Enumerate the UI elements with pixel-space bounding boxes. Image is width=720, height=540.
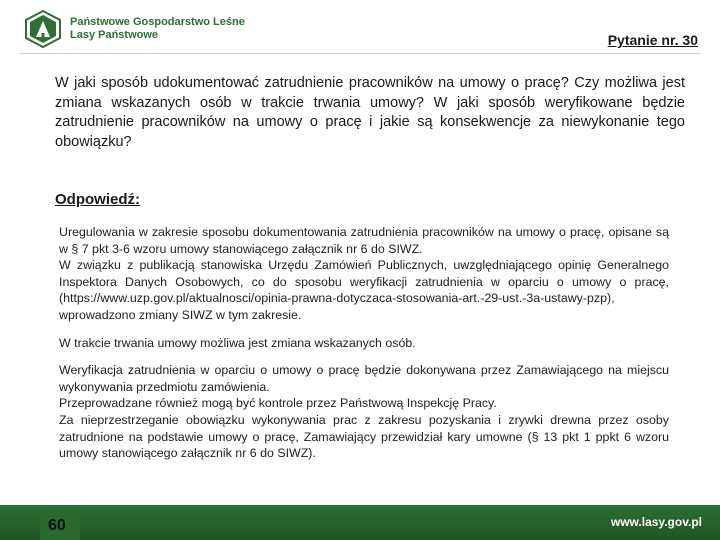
page-number: 60	[48, 517, 66, 534]
answer-heading: Odpowiedź:	[55, 191, 140, 208]
answer-paragraph-4: Weryfikacja zatrudnienia w oparciu o umowy o pracę będzie dokonywana przez Zamawiającego na miejscu wykonywania przedmiotu zamówienia.	[59, 363, 669, 394]
organization-line-1: Państwowe Gospodarstwo Leśne	[70, 16, 245, 28]
header-divider	[20, 53, 700, 54]
paragraph-gap	[59, 351, 669, 362]
organization-line-2: Lasy Państwowe	[70, 29, 159, 41]
answer-paragraph-2: W związku z publikacją stanowiska Urzędu Zamówień Publicznych, uwzględniającego opinię Generalnego Inspektora Danych Osobowych, co do sposobu weryfikacji zatrudnienia w oparciu o umowy o pracę, (https://www.uzp.gov.pl/aktualnosci/opinia-prawna-dotyczaca-stosowania-art.-29-ust.-3a-ustawy-pzp), wprowadzono zmiany SIWZ w tym zakresie.	[59, 258, 669, 322]
organization-name	[70, 16, 245, 42]
answer-paragraph-6: Za nieprzestrzeganie obowiązku wykonywania prac z zakresu pozyskania i zrywki drewna przez osoby zatrudnione na podstawie umowy o pracę, Zamawiający przewidział kary umowne (§ 13 pkt 1 ppkt 6 wzoru umowy stanowiącego załącznik nr 6 do SIWZ).	[59, 412, 669, 461]
paragraph-gap	[59, 324, 669, 335]
slide-header	[0, 0, 720, 60]
answer-paragraph-5: Przeprowadzane również mogą być kontrole przez Państwową Inspekcję Pracy.	[59, 396, 497, 411]
footer-url[interactable]: www.lasy.gov.pl	[610, 515, 702, 529]
lasy-panstwowe-logo	[24, 10, 62, 48]
answer-body	[59, 224, 669, 462]
question-text: W jaki sposób udokumentować zatrudnienie pracowników na umowy o pracę? Czy możliwa jest zmiana wskazanych osób w trakcie trwania umowy? W jaki sposób weryfikowane będzie zatrudnienie pracowników na umowy o pracę i jakie są konsekwencje za niewykonanie tego obowiązku?	[55, 75, 685, 150]
answer-paragraph-1: Uregulowania w zakresie sposobu dokumentowania zatrudnienia pracowników na umowy o pracę, opisane są w § 7 pkt 3-6 wzoru umowy stanowiącego załącznik nr 6 do SIWZ.	[59, 225, 669, 256]
answer-paragraph-3: W trakcie trwania umowy możliwa jest zmiana wskazanych osób.	[59, 335, 416, 350]
slide-title: Pytanie nr. 30	[607, 32, 698, 48]
